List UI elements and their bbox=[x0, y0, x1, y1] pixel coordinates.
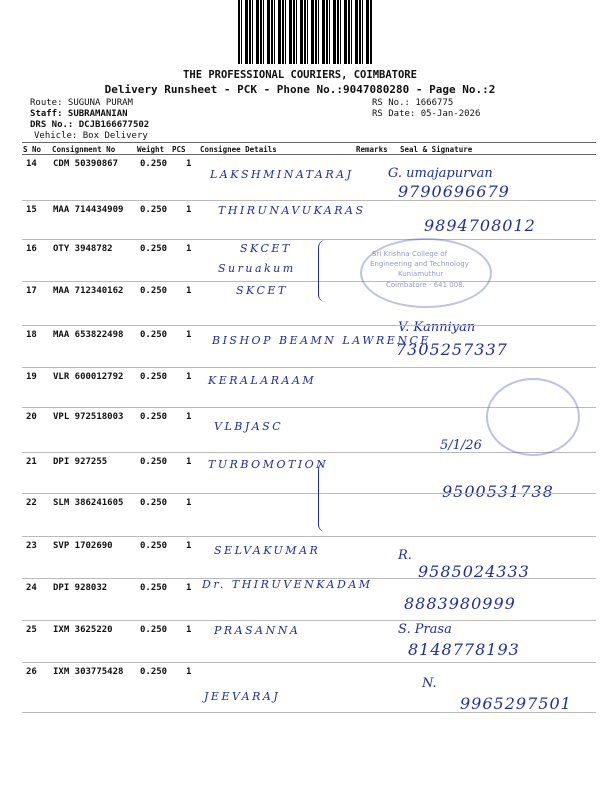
row-phone-handwritten: 9965297501 bbox=[460, 694, 572, 713]
row-consignee-handwritten: TURBOMOTION bbox=[208, 458, 329, 471]
row-separator bbox=[22, 452, 596, 453]
header-rule-bottom bbox=[22, 154, 596, 155]
row-sno: 14 bbox=[26, 159, 37, 169]
row-weight: 0.250 bbox=[140, 372, 168, 382]
row-weight: 0.250 bbox=[140, 667, 168, 677]
row-consignment-no: IXM 3625220 bbox=[53, 625, 113, 635]
row-weight: 0.250 bbox=[140, 625, 168, 635]
row-sno: 20 bbox=[26, 412, 37, 422]
row-signature: S. Prasa bbox=[398, 622, 452, 637]
row-weight: 0.250 bbox=[140, 583, 168, 593]
row-separator bbox=[22, 536, 596, 537]
route-label: Route: SUGUNA PURAM bbox=[30, 98, 133, 108]
runsheet-subtitle: Delivery Runsheet - PCK - Phone No.:9047080280 - Page No.:2 bbox=[104, 83, 496, 96]
row-consignee-handwritten: KERALARAAM bbox=[208, 374, 317, 387]
row-weight: 0.250 bbox=[140, 412, 168, 422]
consignee-extra-line: Suruakum bbox=[218, 262, 296, 275]
row-consignment-no: SVP 1702690 bbox=[53, 541, 113, 551]
row-consignee-handwritten: LAKSHMINATARAJ bbox=[210, 168, 354, 181]
row-pcs: 1 bbox=[186, 372, 192, 382]
row-consignee-handwritten: VLBJASC bbox=[214, 420, 284, 433]
row-consignee-handwritten: JEEVARAJ bbox=[204, 690, 281, 703]
row-consignment-no: CDM 50390867 bbox=[53, 159, 119, 169]
row-weight: 0.250 bbox=[140, 286, 168, 296]
row-consignment-no: MAA 714434909 bbox=[53, 205, 124, 215]
col-consignee: Consignee Details bbox=[200, 145, 277, 154]
table-bottom-rule bbox=[22, 712, 596, 713]
row-pcs: 1 bbox=[186, 244, 192, 254]
stamp-line-1: Sri Krishna College of bbox=[372, 250, 448, 258]
row-consignee-handwritten: PRASANNA bbox=[214, 624, 301, 637]
row-weight: 0.250 bbox=[140, 457, 168, 467]
row-signature: V. Kanniyan bbox=[398, 320, 476, 335]
row-phone-handwritten: 9500531738 bbox=[442, 482, 554, 501]
row-pcs: 1 bbox=[186, 330, 192, 340]
row-separator bbox=[22, 281, 596, 282]
rs-number: RS No.: 1666775 bbox=[372, 98, 454, 108]
row-consignment-no: VPL 972518003 bbox=[53, 412, 124, 422]
col-seal-signature: Seal & Signature bbox=[400, 145, 473, 154]
row-pcs: 1 bbox=[186, 625, 192, 635]
row-consignment-no: MAA 653822498 bbox=[53, 330, 124, 340]
row-consignment-no: VLR 600012792 bbox=[53, 372, 124, 382]
rs-date: RS Date: 05-Jan-2026 bbox=[372, 109, 481, 119]
row-sno: 21 bbox=[26, 457, 37, 467]
row-separator bbox=[22, 578, 596, 579]
stamp-line-4: Coimbatore - 641 008. bbox=[386, 281, 465, 289]
row-sno: 18 bbox=[26, 330, 37, 340]
row-consignment-no: DPI 928032 bbox=[53, 583, 108, 593]
row-separator bbox=[22, 620, 596, 621]
row-sno: 25 bbox=[26, 625, 37, 635]
row-separator bbox=[22, 662, 596, 663]
row-separator bbox=[22, 367, 596, 368]
row-phone-handwritten: 9894708012 bbox=[424, 216, 536, 235]
row-consignment-no: MAA 712340162 bbox=[53, 286, 124, 296]
row-phone-handwritten: 8148778193 bbox=[408, 640, 520, 659]
row-pcs: 1 bbox=[186, 205, 192, 215]
col-pcs: PCS bbox=[172, 145, 186, 154]
row-pcs: 1 bbox=[186, 541, 192, 551]
row-phone-handwritten: 9790696679 bbox=[398, 182, 510, 201]
row-pcs: 1 bbox=[186, 583, 192, 593]
row-signature: G. umajapurvan bbox=[388, 166, 493, 181]
round-seal bbox=[486, 378, 580, 456]
col-remarks: Remarks bbox=[356, 145, 388, 154]
row-consignment-no: IXM 303775428 bbox=[53, 667, 124, 677]
row-consignee-handwritten: THIRUNAVUKARAS bbox=[218, 204, 366, 217]
row-weight: 0.250 bbox=[140, 159, 168, 169]
row-separator bbox=[22, 493, 596, 494]
row-consignment-no: DPI 927255 bbox=[53, 457, 108, 467]
row-pcs: 1 bbox=[186, 412, 192, 422]
vehicle-label: Vehicle: Box Delivery bbox=[34, 131, 148, 141]
col-weight: Weight bbox=[137, 145, 165, 154]
row-sno: 17 bbox=[26, 286, 37, 296]
row-sno: 22 bbox=[26, 498, 37, 508]
row-consignment-no: OTY 3948782 bbox=[53, 244, 113, 254]
row-signature: 5/1/26 bbox=[440, 438, 482, 453]
row-phone-handwritten: 9585024333 bbox=[418, 562, 530, 581]
row-weight: 0.250 bbox=[140, 244, 168, 254]
row-weight: 0.250 bbox=[140, 541, 168, 551]
row-sno: 24 bbox=[26, 583, 37, 593]
row-signature: N. bbox=[422, 676, 437, 691]
row-weight: 0.250 bbox=[140, 498, 168, 508]
row-pcs: 1 bbox=[186, 159, 192, 169]
row-sno: 16 bbox=[26, 244, 37, 254]
staff-label: Staff: SUBRAMANIAN bbox=[30, 109, 128, 119]
row-signature: R. bbox=[398, 548, 412, 563]
row-separator bbox=[22, 239, 596, 240]
row-pcs: 1 bbox=[186, 457, 192, 467]
row-phone-handwritten: 7305257337 bbox=[396, 340, 508, 359]
barcode bbox=[238, 0, 372, 64]
row-separator bbox=[22, 325, 596, 326]
row-weight: 0.250 bbox=[140, 330, 168, 340]
stamp-line-3: Kuniamuthur bbox=[398, 270, 444, 278]
col-sno: S No bbox=[23, 145, 42, 154]
header-rule-top bbox=[22, 142, 596, 143]
company-title: THE PROFESSIONAL COURIERS, COIMBATORE bbox=[183, 69, 417, 81]
drs-label: DRS No.: DCJB166677502 bbox=[30, 120, 150, 130]
col-consignment: Consignment No bbox=[52, 145, 116, 154]
row-pcs: 1 bbox=[186, 286, 192, 296]
row-pcs: 1 bbox=[186, 498, 192, 508]
row-consignee-handwritten: Dr. THIRUVENKADAM bbox=[202, 578, 373, 591]
row-consignee-handwritten: BISHOP BEAMN LAWRENCE bbox=[212, 334, 431, 347]
row-consignment-no: SLM 386241605 bbox=[53, 498, 124, 508]
brace-skcet bbox=[318, 240, 333, 302]
row-sno: 15 bbox=[26, 205, 37, 215]
row-separator bbox=[22, 200, 596, 201]
stamp-line-2: Engineering and Technology bbox=[370, 260, 469, 268]
row-phone-handwritten: 8883980999 bbox=[404, 594, 516, 613]
row-weight: 0.250 bbox=[140, 205, 168, 215]
row-pcs: 1 bbox=[186, 667, 192, 677]
row-sno: 23 bbox=[26, 541, 37, 551]
row-consignee-handwritten: SELVAKUMAR bbox=[214, 544, 321, 557]
brace-turbomotion bbox=[318, 462, 333, 532]
row-consignee-handwritten: SKCET bbox=[240, 242, 292, 255]
row-sno: 26 bbox=[26, 667, 37, 677]
row-consignee-handwritten: SKCET bbox=[236, 284, 288, 297]
row-sno: 19 bbox=[26, 372, 37, 382]
